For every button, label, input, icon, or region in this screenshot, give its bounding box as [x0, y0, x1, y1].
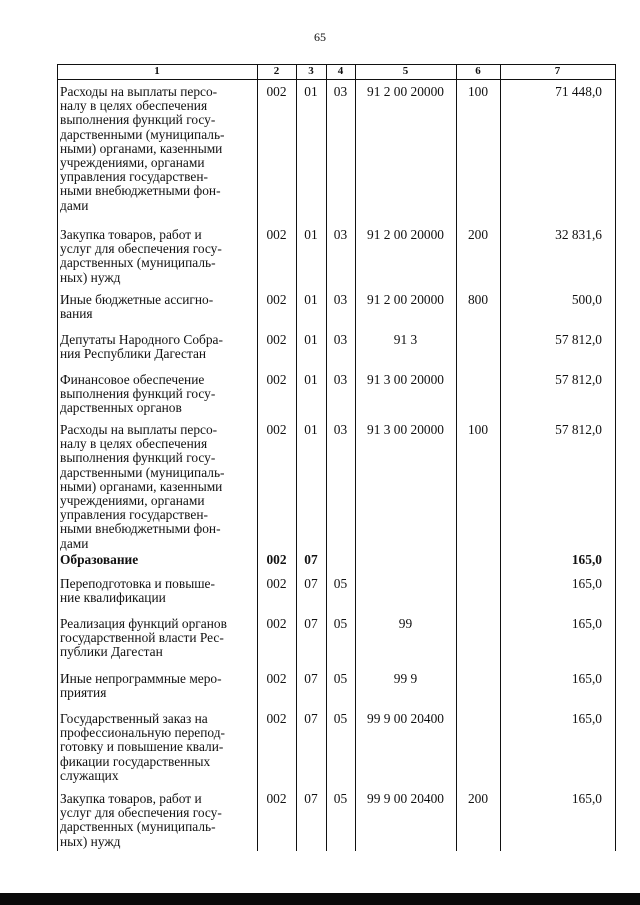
- target-code: 99 9: [393, 671, 418, 686]
- scan-edge: [0, 893, 640, 905]
- subsection-code: 05: [333, 671, 348, 686]
- table-row: [57, 373, 615, 416]
- table-row: [57, 577, 615, 605]
- table-row: [57, 333, 615, 361]
- target-code: 91 2 00 20000: [367, 84, 444, 99]
- table-row: [57, 228, 615, 285]
- table-row: [57, 85, 615, 213]
- column-header: 4: [337, 65, 344, 77]
- target-code: 91 2 00 20000: [367, 292, 444, 307]
- target-code: 91 2 00 20000: [367, 227, 444, 242]
- table-row: [57, 293, 615, 321]
- amount-value: 57 812,0: [555, 372, 602, 387]
- row-name: Расходы на выплаты персо- налу в целях обеспечения выполнения функций госу- дарственными (муниципаль- ными) органами, казенными учреждениями, органами управления государствен- ными внебюджетными фон- дами: [60, 422, 225, 551]
- section-code: 07: [304, 576, 318, 591]
- subsection-code: 03: [333, 332, 348, 347]
- admin-code: 002: [266, 791, 287, 806]
- column-header: 7: [554, 65, 561, 77]
- amount-value: 165,0: [571, 671, 602, 686]
- section-code: 01: [304, 292, 318, 307]
- amount-value: 165,0: [571, 616, 602, 631]
- admin-code: 002: [266, 332, 287, 347]
- section-code: 07: [304, 791, 318, 806]
- admin-code: 002: [266, 292, 287, 307]
- row-name: Переподготовка и повыше- ние квалификации: [60, 576, 215, 606]
- row-name: Финансовое обеспечение выполнения функций госу- дарственных органов: [60, 372, 216, 416]
- expense-type-code: [456, 617, 500, 660]
- section-code: 01: [304, 332, 318, 347]
- column-header: 2: [273, 65, 280, 77]
- table-row: [57, 792, 615, 849]
- expense-type-code: 100: [467, 84, 489, 99]
- target-code: [355, 577, 456, 605]
- subsection-code: 05: [333, 711, 348, 726]
- amount-value: 165,0: [571, 711, 602, 726]
- expense-type-code: 800: [467, 292, 489, 307]
- subsection-code: [326, 553, 355, 567]
- amount-value: 500,0: [571, 292, 602, 307]
- amount-value: 57 812,0: [555, 422, 602, 437]
- section-code: 01: [304, 227, 318, 242]
- admin-code: 002: [266, 422, 287, 437]
- row-name: Закупка товаров, работ и услуг для обеспечения госу- дарственных (муниципаль- ных) нужд: [60, 227, 222, 285]
- admin-code: 002: [266, 616, 287, 631]
- amount-value: 32 831,6: [555, 227, 602, 242]
- target-code: 91 3 00 20000: [367, 372, 444, 387]
- admin-code: 002: [266, 372, 287, 387]
- expense-type-code: [456, 712, 500, 783]
- column-header: 1: [154, 65, 160, 77]
- amount-value: 57 812,0: [555, 332, 602, 347]
- amount-value: 165,0: [571, 552, 602, 567]
- column-header: 6: [475, 65, 481, 77]
- expense-type-code: 100: [467, 422, 489, 437]
- target-code: [355, 553, 456, 567]
- subsection-code: 05: [333, 616, 348, 631]
- subsection-code: 05: [333, 576, 348, 591]
- admin-code: 002: [266, 552, 287, 567]
- row-name: Иные непрограммные меро- приятия: [60, 671, 222, 701]
- expense-type-code: 200: [467, 791, 489, 806]
- page-number: 65: [314, 30, 326, 44]
- subsection-code: 03: [333, 422, 348, 437]
- table-row: [57, 423, 615, 551]
- expense-type-code: [456, 333, 500, 361]
- table-header-row: [57, 64, 615, 80]
- section-code: 07: [304, 552, 318, 567]
- row-name: Депутаты Народного Собра- ния Республики Дагестан: [60, 332, 223, 362]
- expense-type-code: [456, 672, 500, 700]
- column-header: 5: [402, 65, 409, 77]
- table-row: [57, 617, 615, 660]
- expense-type-code: [456, 373, 500, 416]
- section-code: 07: [304, 671, 318, 686]
- target-code: 91 3: [393, 332, 418, 347]
- admin-code: 002: [266, 671, 287, 686]
- section-code: 01: [304, 372, 318, 387]
- admin-code: 002: [266, 576, 287, 591]
- table-row: [57, 553, 615, 567]
- admin-code: 002: [266, 227, 287, 242]
- section-code: 07: [304, 711, 318, 726]
- subsection-code: 05: [333, 791, 348, 806]
- column-header: 3: [308, 65, 314, 77]
- table-row: [57, 712, 615, 783]
- expense-type-code: 200: [467, 227, 489, 242]
- table-row: [57, 672, 615, 700]
- section-code: 01: [304, 422, 318, 437]
- target-code: 99 9 00 20400: [367, 711, 444, 726]
- subsection-code: 03: [333, 372, 348, 387]
- amount-value: 71 448,0: [555, 84, 602, 99]
- subsection-code: 03: [333, 84, 348, 99]
- target-code: 99: [398, 616, 413, 631]
- subsection-code: 03: [333, 227, 348, 242]
- target-code: 91 3 00 20000: [367, 422, 444, 437]
- row-name: Иные бюджетные ассигно- вания: [60, 292, 214, 322]
- target-code: 99 9 00 20400: [367, 791, 444, 806]
- row-name: Образование: [60, 552, 139, 567]
- amount-value: 165,0: [571, 791, 602, 806]
- budget-table: [57, 64, 615, 850]
- row-name: Расходы на выплаты персо- налу в целях обеспечения выполнения функций госу- дарственными (муниципаль- ными) органами, казенными учреждениями, органами управления государствен- ными внебюджетными фон- дами: [60, 84, 225, 213]
- section-code: 01: [304, 84, 318, 99]
- subsection-code: 03: [333, 292, 348, 307]
- admin-code: 002: [266, 711, 287, 726]
- row-name: Реализация функций органов государственной власти Рес- публики Дагестан: [60, 616, 227, 660]
- table-body: [57, 80, 615, 850]
- expense-type-code: [456, 577, 500, 605]
- section-code: 07: [304, 616, 318, 631]
- expense-type-code: [456, 553, 500, 567]
- admin-code: 002: [266, 84, 287, 99]
- amount-value: 165,0: [571, 576, 602, 591]
- row-name: Закупка товаров, работ и услуг для обеспечения госу- дарственных (муниципаль- ных) нужд: [60, 791, 222, 849]
- row-name: Государственный заказ на профессиональную перепод- готовку и повышение квали- фикации государственных служащих: [60, 711, 225, 783]
